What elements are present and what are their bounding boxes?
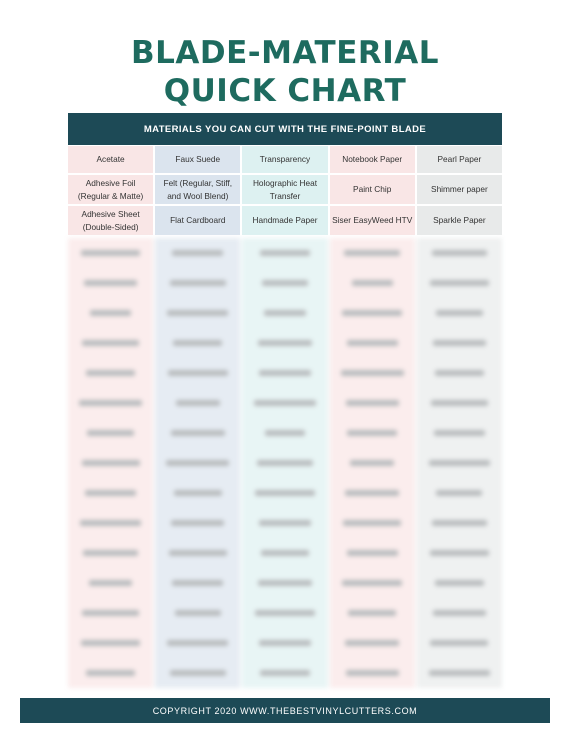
blurred-row [155,628,240,658]
blurred-row [330,238,415,268]
blurred-text [90,310,131,316]
blurred-text [345,640,400,646]
blurred-text [259,370,312,376]
blurred-row [242,538,327,568]
blurred-text [342,580,402,586]
blurred-row [242,238,327,268]
blurred-text [167,640,228,646]
blurred-row [417,568,502,598]
blurred-row [417,628,502,658]
blurred-text [167,310,228,316]
blurred-text [86,670,135,676]
table-cell: Handmade Paper [242,206,327,235]
blurred-text [255,610,315,616]
blurred-row [330,628,415,658]
blurred-text [89,580,132,586]
blurred-row [242,478,327,508]
blurred-row [417,358,502,388]
blurred-text [176,400,220,406]
blurred-text [172,250,223,256]
blurred-row [417,448,502,478]
blurred-row [155,238,240,268]
blurred-text [258,580,313,586]
blurred-text [83,550,138,556]
table-cell: Faux Suede [155,146,240,173]
title-line-1: BLADE-MATERIAL [130,35,440,71]
blurred-text [352,280,393,286]
blurred-text [345,490,400,496]
blurred-text [432,250,487,256]
table-heading: MATERIALS YOU CAN CUT WITH THE FINE-POINT BLADE [68,113,502,145]
blurred-text [255,490,315,496]
blurred-text [84,280,137,286]
blurred-text [175,610,221,616]
blurred-row [68,388,153,418]
blurred-row [68,298,153,328]
blurred-row [155,328,240,358]
blurred-text [341,370,404,376]
blurred-row [417,418,502,448]
blurred-text [174,490,222,496]
blurred-row [68,478,153,508]
blurred-row [417,238,502,268]
blurred-column [417,238,502,688]
blurred-row [155,538,240,568]
table-cell: Notebook Paper [330,146,415,173]
blurred-text [260,250,309,256]
blurred-text [254,400,315,406]
blurred-text [259,520,310,526]
blurred-text [430,280,490,286]
blurred-text [86,370,135,376]
page-title [0,34,570,110]
blurred-row [155,508,240,538]
blurred-row [330,658,415,688]
blurred-text [171,430,226,436]
blurred-text [87,430,134,436]
blurred-row [242,388,327,418]
blurred-row [242,628,327,658]
blurred-row [242,568,327,598]
table-cell: Sparkle Paper [417,206,502,235]
blurred-row [68,508,153,538]
blurred-row [417,598,502,628]
blurred-row [242,658,327,688]
blurred-text [261,550,309,556]
blurred-row [68,448,153,478]
table-cell: Pearl Paper [417,146,502,173]
materials-table [68,146,502,235]
blurred-row [68,658,153,688]
table-cell: Siser EasyWeed HTV [330,206,415,235]
blurred-row [330,568,415,598]
blurred-row [68,268,153,298]
blurred-text [258,340,313,346]
blurred-column [242,238,327,688]
blurred-text [343,520,401,526]
blurred-row [155,448,240,478]
blurred-row [155,268,240,298]
blurred-row [242,328,327,358]
blurred-text [257,460,313,466]
table-cell: Holographic Heat Transfer [242,175,327,204]
table-cell: Shimmer paper [417,175,502,204]
table-cell: Transparency [242,146,327,173]
blurred-text [429,460,490,466]
blurred-row [330,358,415,388]
blurred-table-rows [68,238,502,688]
footer-banner: COPYRIGHT 2020 WWW.THEBESTVINYLCUTTERS.COM [20,698,550,723]
blurred-row [417,328,502,358]
table-cell: Paint Chip [330,175,415,204]
blurred-row [68,358,153,388]
blurred-text [348,610,396,616]
blurred-row [330,598,415,628]
blurred-text [435,580,484,586]
blurred-column [330,238,415,688]
blurred-row [68,628,153,658]
blurred-text [347,550,398,556]
blurred-row [330,508,415,538]
blurred-column [68,238,153,688]
blurred-row [68,538,153,568]
blurred-row [242,448,327,478]
blurred-row [242,508,327,538]
blurred-row [330,538,415,568]
blurred-text [169,550,227,556]
blurred-row [155,478,240,508]
blurred-text [433,610,486,616]
blurred-row [417,658,502,688]
blurred-row [155,358,240,388]
blurred-text [429,670,490,676]
blurred-text [172,580,223,586]
blurred-row [417,508,502,538]
blurred-row [155,388,240,418]
blurred-text [259,640,312,646]
blurred-text [433,340,486,346]
blurred-text [85,490,136,496]
table-cell: Flat Cardboard [155,206,240,235]
blurred-row [155,658,240,688]
table-cell: Acetate [68,146,153,173]
blurred-row [330,418,415,448]
blurred-text [82,610,138,616]
blurred-text [346,400,399,406]
blurred-row [417,538,502,568]
blurred-row [330,298,415,328]
blurred-text [430,550,490,556]
blurred-row [417,268,502,298]
blurred-row [417,298,502,328]
blurred-row [155,298,240,328]
blurred-row [242,598,327,628]
table-cell: Felt (Regular, Stiff, and Wool Blend) [155,175,240,204]
blurred-text [346,670,399,676]
blurred-text [434,430,485,436]
blurred-row [242,268,327,298]
blurred-text [431,400,487,406]
blurred-text [82,460,140,466]
blurred-row [330,448,415,478]
table-cell: Adhesive Sheet (Double-Sided) [68,206,153,235]
blurred-text [435,370,484,376]
blurred-row [417,388,502,418]
blurred-text [80,520,141,526]
blurred-text [432,520,487,526]
blurred-text [347,340,398,346]
blurred-row [68,328,153,358]
blurred-text [264,310,307,316]
blurred-row [68,238,153,268]
blurred-text [171,520,224,526]
title-line-2: QUICK CHART [163,73,407,109]
blurred-text [436,310,484,316]
blurred-text [173,340,222,346]
blurred-row [330,388,415,418]
blurred-text [342,310,402,316]
blurred-text [82,340,138,346]
blurred-text [166,460,229,466]
blurred-text [344,250,400,256]
blurred-text [430,640,488,646]
blurred-text [170,670,226,676]
blurred-row [242,418,327,448]
blurred-row [242,358,327,388]
blurred-row [68,418,153,448]
blurred-row [242,298,327,328]
blurred-text [347,430,396,436]
blurred-text [81,640,141,646]
blurred-text [265,430,306,436]
blurred-row [330,328,415,358]
blurred-column [155,238,240,688]
blurred-row [155,598,240,628]
blurred-text [81,250,141,256]
blurred-text [436,490,482,496]
blurred-row [417,478,502,508]
blurred-text [170,280,226,286]
blurred-text [262,280,308,286]
blurred-row [68,568,153,598]
blurred-row [330,478,415,508]
blurred-row [330,268,415,298]
table-cell: Adhesive Foil (Regular & Matte) [68,175,153,204]
blurred-text [79,400,142,406]
blurred-row [68,598,153,628]
blurred-text [260,670,309,676]
blurred-row [155,418,240,448]
blurred-text [168,370,228,376]
blurred-text [350,460,394,466]
blurred-row [155,568,240,598]
